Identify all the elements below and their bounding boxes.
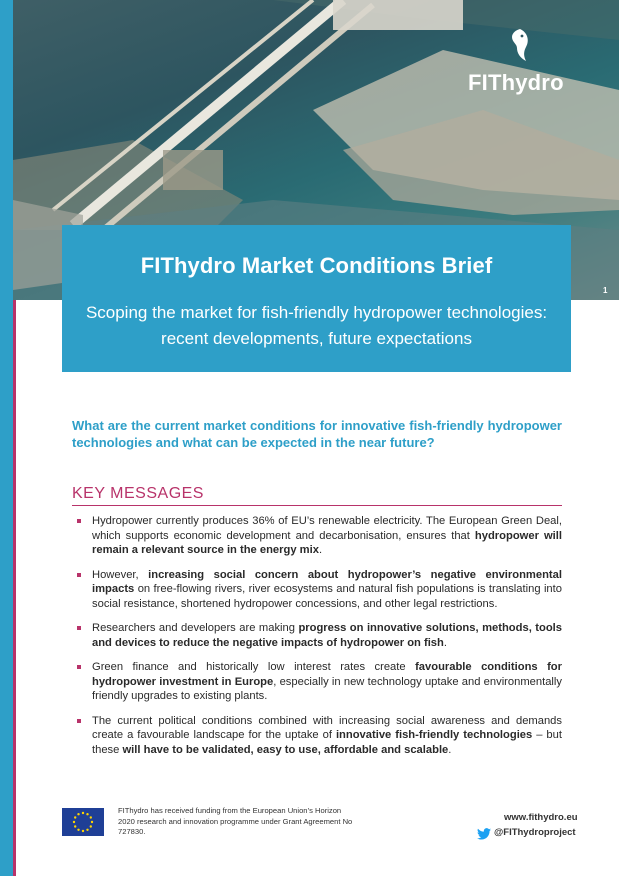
eu-flag-icon [62,808,104,836]
twitter-handle: @FIThydroproject [494,827,576,838]
key-message-item [72,514,562,558]
key-message-text: The current political conditions combined with increasing social awareness and demands create a favourable landscape for the uptake of [92,714,562,741]
key-message-item [72,660,562,704]
key-message-text: on free-flowing rivers, river ecosystems and natural fish populations is translating into social resistance, shortened hydropower concessions, and other legal restrictions. [92,583,562,610]
key-message-text: . [443,636,447,649]
key-message-text: – but these [92,729,562,756]
funding-statement: FIThydro has received funding from the European Union’s Horizon 2020 research and innovation programme under Grant Agreement No 727830. [118,806,353,836]
document-subtitle: Scoping the market for fish-friendly hydropower technologies: recent developments, future expectations [85,303,548,348]
lead-question: What are the current market conditions for innovative fish-friendly hydropower technologies and what can be expected in the near future? [72,418,562,450]
key-message-emphasis: hydropower will remain a relevant source in the energy mix [92,529,562,556]
key-message-emphasis: favourable conditions for hydropower investment in Europe [92,661,562,688]
key-message-item [72,568,562,612]
key-message-emphasis: innovative fish-friendly technologies [335,729,533,741]
fish-logo-icon [508,28,532,62]
key-message-text: Hydropower currently produces 36% of EU’s renewable electricity. The European Green Deal, which supports economic development and decarbonisation, ensures that [92,515,562,542]
key-message-text: However, [92,568,149,581]
key-message-emphasis: progress on innovative solutions, methods, tools and devices to reduce the negative impacts of hydropower on fish [92,622,562,649]
bullet-icon [77,719,81,723]
key-message-text: , especially in new technology uptake and environmentally friendly upgrades to existing plants. [92,675,563,702]
key-message-text: . [318,544,323,556]
key-message-text: . [448,743,452,756]
page-number: 1 [603,286,608,295]
document-title: FIThydro Market Conditions Brief [140,253,493,278]
bullet-icon [77,665,81,669]
bullet-icon [77,519,81,523]
fithydro-logo [468,28,588,98]
brand-name: FIThydro [468,70,564,95]
key-message-text: Green finance and historically low interest rates create [92,661,416,673]
key-message-text: Researchers and developers are making [92,622,299,634]
bullet-icon [77,573,81,577]
website-link[interactable]: www.fithydro.eu [504,812,578,823]
left-accent-bar-pink [13,300,16,876]
bullet-icon [77,626,81,630]
key-message-item [72,621,562,650]
key-message-item [72,714,562,758]
key-messages-list [72,514,562,767]
twitter-bird-icon [477,828,491,840]
title-box [62,225,571,372]
key-message-emphasis: will have to be validated, easy to use, affordable and scalable [122,743,449,756]
key-messages-heading: KEY MESSAGES [72,485,562,506]
key-message-emphasis: increasing social concern about hydropower’s negative environmental impacts [92,568,562,595]
left-accent-bar-blue [0,0,13,876]
